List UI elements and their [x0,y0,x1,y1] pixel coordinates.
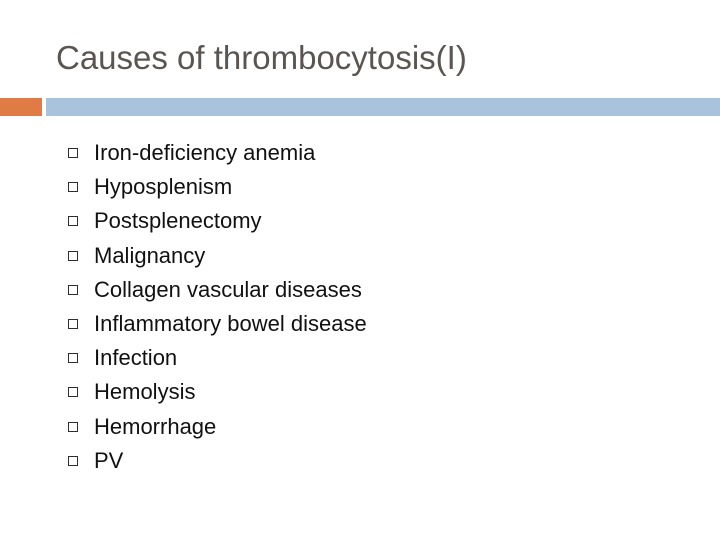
bullet-text: Collagen vascular diseases [94,276,362,302]
bullet-text: Inflammatory bowel disease [94,311,367,337]
bullet-item [68,307,367,341]
bullet-item [68,341,367,375]
bullet-text: Hyposplenism [94,174,233,200]
bullet-text: Hemolysis [94,379,196,405]
bullet-list [68,136,367,478]
slide-title: Causes of thrombocytosis(I) [56,39,467,76]
bullet-item [68,170,367,204]
accent-bar [0,98,42,116]
hollow-square-bullet-icon [68,182,78,192]
bullet-item [68,204,367,238]
bullet-item [68,136,367,170]
bullet-item [68,410,367,444]
bullet-item [68,239,367,273]
title-underline-bar [46,98,720,116]
bullet-text: Iron-deficiency anemia [94,140,316,166]
bullet-text: PV [94,447,124,473]
hollow-square-bullet-icon [68,353,78,363]
hollow-square-bullet-icon [68,148,78,158]
hollow-square-bullet-icon [68,285,78,295]
hollow-square-bullet-icon [68,422,78,432]
hollow-square-bullet-icon [68,216,78,226]
bullet-text: Malignancy [94,242,206,268]
hollow-square-bullet-icon [68,456,78,466]
bullet-text: Postsplenectomy [94,208,262,234]
bullet-text: Hemorrhage [94,413,217,439]
hollow-square-bullet-icon [68,387,78,397]
bullet-item [68,375,367,409]
hollow-square-bullet-icon [68,251,78,261]
bullet-text: Infection [94,345,178,371]
bullet-item [68,273,367,307]
hollow-square-bullet-icon [68,319,78,329]
bullet-item [68,444,367,478]
